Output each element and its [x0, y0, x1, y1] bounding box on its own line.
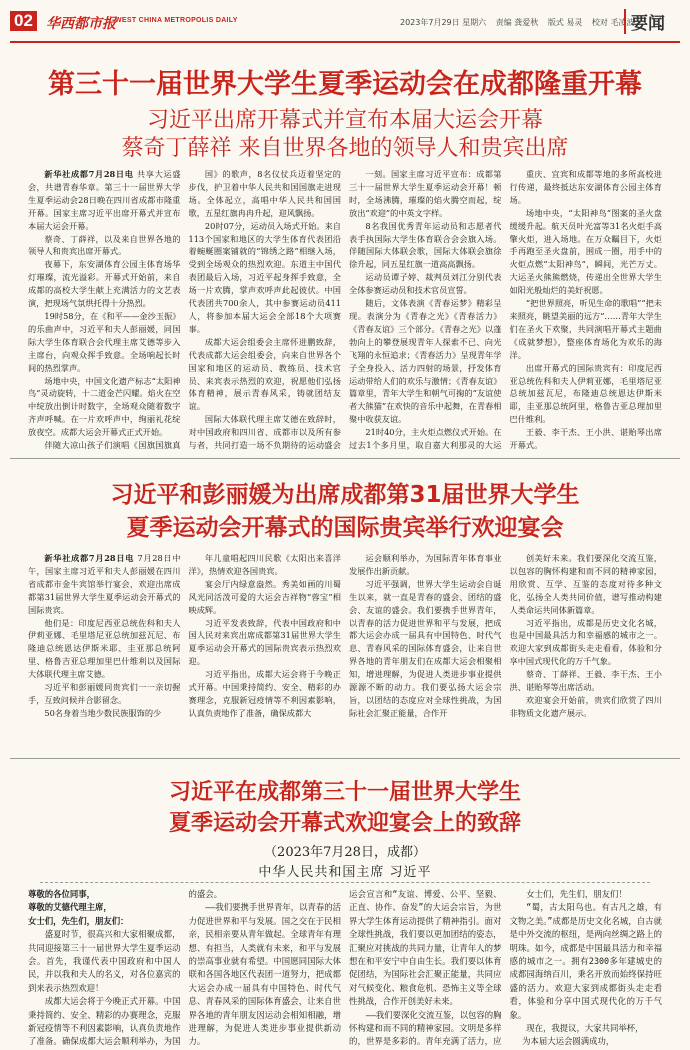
paragraph-text: 女士们，先生们，朋友们： [28, 915, 129, 926]
paragraph [189, 552, 342, 578]
paragraph [28, 707, 181, 720]
paragraph-text: 50名身着当地少数民族服饰的少 [44, 707, 162, 718]
paragraph-text: 出席开幕式的国际贵宾有：印度尼西亚总统佐科和夫人伊莉亚娜，毛里塔尼亚总统加兹瓦尼，布隆迪总统恩达伊斯米耶，圭亚那总统阿里，格鲁吉亚总理加里巴什维利。 [509, 362, 662, 425]
paragraph [189, 888, 342, 901]
paragraph-text: 创美好未来。我们要深化交流互鉴，以包容的胸怀构建和而不同的精神家园，用欣赏、互学、互鉴的态度对待多种文化，弘扬全人类共同价值，谱写推动构建人类命运共同体新篇章。 [509, 553, 662, 615]
story1-column [349, 168, 502, 450]
paragraph [349, 271, 502, 297]
paragraph [510, 901, 663, 1022]
story2-headline-line1: 习近平和彭丽媛为出席成都第31届世界大学生 [110, 482, 580, 508]
paragraph [28, 375, 181, 440]
page-meta [400, 17, 641, 28]
dateline: 新华社成都7月28日电 [44, 553, 135, 563]
designer-credit: 版式 易灵 [547, 18, 583, 27]
story2-column [189, 552, 342, 752]
paragraph-text: 重庆、宜宾和成都等地的多所高校进行传递，最终抵达东安湖体育公园主体育场。 [509, 169, 662, 205]
paragraph-text: 21时40分，主火炬点燃仪式开始。在过去1个多月里，取自嘉大利那灵的大运 [349, 427, 502, 450]
paragraph-text: 运动员谭子婷、裁判员刘江分别代表全体参赛运动员和技术官员宣誓。 [349, 272, 502, 296]
paragraph [28, 888, 181, 901]
divider-2 [10, 758, 680, 759]
paragraph [510, 668, 663, 694]
paragraph-text: ——我们要深化交流互鉴，以包容的胸怀构建和而不同的精神家园。文明是多样的，世界是多彩的。青年充满了活力，应 [349, 1009, 502, 1047]
story3-body [28, 888, 662, 1048]
paragraph [28, 258, 181, 310]
speech-author: 中华人民共和国主席 习近平 [258, 865, 432, 880]
paragraph [189, 901, 342, 1048]
paragraph [28, 310, 181, 375]
paragraph-text: 尊敬的艾德代理主席， [28, 902, 112, 913]
paragraph-text: “蜀，古太阳鸟也。有古凡之雄，有文物之美。”成都是历史文化名城，自古就是中外交流的枢纽，是两向丝绸之路上的明珠。如今，成都是中国最具活力和幸福感的城市之一。拥有2300多年建城史的成都园海纳百川，秉名开放而始终保持旺盛的活力。欢迎大家到成都街头走走看看，体验和分享中国式现代化的万千气象。 [509, 902, 662, 1020]
paragraph [28, 995, 181, 1048]
story2-headline-line2: 夏季运动会开幕式的国际贵宾举行欢迎宴会 [126, 515, 564, 541]
paragraph [510, 426, 663, 450]
paragraph-text: 尊敬的各位同事， [28, 889, 95, 899]
paragraph [349, 426, 502, 450]
paragraph-text: 运会宣言和“友谊、博爱、公平、坚毅、正直、协作、奋发”的大运会宗旨，为世界大学生体育运动提供了精神指引。面对全球性挑战，我们要以更加团结的姿态，汇聚应对挑战的共同力量，让青年人的梦想在和平安宁中自由生长。我们要以体育促团结，为国际社会汇聚正能量，共同应对气候变化、粮食危机、恐怖主义等全球性挑战，合作开创美好未来。 [349, 889, 502, 1007]
paragraph [28, 439, 181, 450]
story3-column [349, 888, 502, 1048]
story1-body [28, 168, 662, 450]
story2-column [28, 552, 181, 752]
paragraph-text: ——我们要携手世界青年，以青春的活力促进世界和平与发展。国之交在于民相亲，民相亲要从青年做起。全球青年有理想、有担当，人类就有未来，和平与发展的崇高事业就有希望。中国愿同国际大体联和各国各地区代表团一道努力，把成都大运会办成一届具有中国特色、时代气息、青春风采的国际体育盛会，让来自世界各地的青年朋友因运动会相知相融，增进理解，为促进人类进步事业提供新动力。 [188, 902, 341, 1047]
paragraph [28, 901, 181, 914]
paragraph [189, 220, 342, 336]
paragraph [510, 552, 663, 617]
story3-column [189, 888, 342, 1048]
paragraph-text: 成都大运会组委会主席怀进鹏致辞，代表成都大运会组委会，向来自世界各个国家和地区的运动员、教练员、技术官员、来宾表示热烈的欢迎，祝愿他们弘扬体育精神，展示青春风采，铸就团结友谊。 [188, 336, 341, 412]
paragraph-text: 场地中央，“太阳神鸟”图案的圣火盘缓缓升起。航天员叶光富等31名火炬手高擎火炬，进入场地。在万众瞩目下，火炬手再跑至圣火盘前，围成一圈，用手中的火炬点燃“太阳神鸟”，瞬间，光芒万丈。大运圣火熊熊燃烧，传递出全世界大学生如阳光般灿烂的美好祝愿。 [509, 207, 662, 296]
paragraph-text: 夜幕下，东安湖体育公园主体育场华灯璀璨，流光溢彩。开幕式开始前，来自成都的高校大学生献上充满活力的文艺表演，把现场气氛烘托得十分热烈。 [28, 259, 181, 309]
paragraph-text: 运会顺利举办，为国际青年体育事业发展作出新贡献。 [349, 553, 502, 576]
issue-date: 2023年7月29日 星期六 [400, 18, 487, 27]
paragraph-text: 宴会厅内绿意盎然。秀美如画的川蜀风光同活泼可爱的大运会吉祥物“蓉宝”相映成辉。 [188, 578, 341, 615]
divider-1 [10, 458, 680, 459]
paragraph [510, 297, 663, 362]
paragraph [510, 362, 663, 427]
paragraph-text: 蔡奇、丁薛祥、王毅、李干杰、王小洪、谌贻琴等出席活动。 [509, 669, 662, 693]
paragraph [28, 928, 181, 995]
paragraph [189, 413, 342, 450]
paragraph-text: 习近平指出，成都大运会将于今晚正式开幕。中国秉持简约、安全、精彩的办赛理念，克服新冠疫情等不利因素影响，认真负责地作了准备，确保成都大 [188, 669, 341, 718]
paragraph [349, 297, 502, 426]
paragraph [510, 168, 663, 207]
paragraph-text: 为本届大运会圆满成功， [522, 1036, 615, 1047]
paragraph-text: 一刻。国家主席习近平宣布：成都第三十一届世界大学生夏季运动会开幕！顿时，全场沸腾，璀璨的焰火腾空而起，绽放出“欢迎”的中英文字样。 [349, 169, 502, 218]
paragraph-text: 盛夏时节，很高兴和大家相聚成都，共同迎接第三十一届世界大学生夏季运动会。首先，我谨代表中国政府和中国人民，并以我和夫人的名义，对各位嘉宾的到来表示热烈欢迎！ [28, 929, 181, 993]
paragraph [189, 168, 342, 220]
paragraph [28, 168, 181, 233]
paragraph-text: 随后，文体表演《青春运梦》精彩呈现。表演分为《青春之光》《青春活力》《青春友谊》三个部分。《青春之光》以蓬勃向上的攀登展现青年人探索不已、向光飞翔的永恒追求；《青春活力》呈现青年学子全身投入、活力四射的场景，抒发体育运动带给人们的欢乐与激情；《青春友谊》篇章里，青年大学生和朝气可掬的“友谊使者大熊猫”在欢快的音乐中起舞，在青春相聚中收获友谊。 [349, 298, 502, 425]
paragraph-text: 7月28日中午，国家主席习近平和夫人彭丽媛在四川省成都市金牛宾馆举行宴会，欢迎出席成都第31届世界大学生夏季运动会开幕式的国际贵宾。 [28, 553, 181, 615]
paragraph [189, 668, 342, 720]
paragraph-text: 年儿童唱起四川民歌《太阳出来喜洋洋》，热情欢迎各国贵宾。 [188, 553, 341, 576]
paragraph [510, 1022, 663, 1035]
speech-date: （2023年7月28日，成都） [264, 845, 426, 860]
paragraph [510, 207, 663, 297]
paragraph-text: 习近平指出，成都是历史文化名城，也是中国最具活力和幸福感的城市之一。欢迎大家到成都街头走走看看，体验和分享中国式现代化的万千气象。 [509, 617, 662, 667]
paragraph-text: 习近平和彭丽媛同贵宾们一一亲切握手，互致问候并合影留念。 [28, 682, 181, 705]
story1-subhead-1: 习近平出席开幕式并宣布本届大运会开幕 [146, 108, 543, 133]
paragraph [28, 552, 181, 617]
story3-headline-line1: 习近平在成都第三十一届世界大学生 [168, 780, 521, 805]
paragraph-text: 国》的歌声，8名仪仗兵迈着坚定的步伐，护卫着中华人民共和国国旗走进现场。全体起立，高唱中华人民共和国国歌，五星红旗冉冉升起，迎风飘扬。 [188, 169, 341, 218]
paragraph-text: 现在，我提议，大家共同举杯， [526, 1023, 644, 1034]
page-number: 02 [10, 11, 37, 31]
paragraph-text: 他们是：印度尼西亚总统佐科和夫人伊莉亚娜、毛里塔尼亚总统加兹瓦尼、布隆迪总统恩达伊斯米耶、圭亚那总统阿里、格鲁吉亚总理加里巴什维利以及国际大体联代理主席艾德。 [28, 617, 181, 680]
speech-divider [40, 882, 650, 883]
paragraph [510, 617, 663, 669]
paragraph [28, 915, 181, 928]
dateline: 新华社成都7月28日电 [44, 169, 134, 179]
paragraph [349, 220, 502, 272]
editor-credit: 责编 龚爱秋 [495, 18, 539, 27]
paragraph [510, 694, 663, 720]
paragraph-text: 国际大体联代理主席艾德在致辞时，对中国政府和四川省、成都市以及所有参与者，共同打造一场不负期待的运动盛会 [188, 414, 341, 450]
paragraph-text: “把世界照亮，听见生命的歌唱”“把未来照亮，眺望美丽的远方”……青年大学生们在圣火下欢聚，共同演唱开幕式主题曲《成就梦想》，整座体育场化为欢乐的海洋。 [509, 298, 662, 360]
paragraph-text: 王毅、李干杰、王小洪、谌贻琴出席开幕式。 [509, 427, 662, 450]
story1-headline: 第三十一届世界大学生夏季运动会在成都隆重开幕 [48, 69, 642, 100]
story2-body [28, 552, 662, 752]
story3-headline-line2: 夏季运动会开幕式欢迎宴会上的致辞 [168, 811, 521, 836]
paragraph-text: 成都大运会将于今晚正式开幕。中国秉持简约、安全、精彩的办赛理念，克服新冠疫情等不利因素影响，认真负责地作了准备。确保成都大运会顺利举办，为国 [28, 996, 181, 1047]
paragraph [28, 681, 181, 707]
story2-column [349, 552, 502, 752]
paragraph [510, 888, 663, 901]
story3-column [510, 888, 663, 1048]
paragraph-text: 8名我国优秀青年运动员和志愿者代表手执国际大学生体育联合会会旗入场。伴随国际大体联会歌，国际大体联会旗徐徐升起，同五星红旗一道高高飘扬。 [349, 220, 502, 270]
story3-column [28, 888, 181, 1048]
newspaper-logo-en: WEST CHINA METROPOLIS DAILY [115, 17, 238, 24]
paragraph [349, 168, 502, 220]
paragraph [28, 233, 181, 259]
story1-subhead-2: 蔡奇丁薛祥 来自世界各地的领导人和贵宾出席 [121, 136, 569, 161]
paragraph-text: 伴随大凉山孩子们演唱《国旗国旗真 [44, 440, 181, 450]
paragraph-text: 习近平发表致辞，代表中国政府和中国人民对来宾出席成都第31届世界大学生夏季运动会开幕式的国际贵宾表示热烈欢迎。 [188, 617, 341, 667]
paragraph-text: 20时07分，运动员入场式开始。来自113个国家和地区的大学生体育代表团沿着蜿蜒圈案铺就的“锦绣之路”相继入场，受到全场观众的热烈欢迎。东道主中国代表团最后入场，习近平起身挥手致意，全场一片欢腾，掌声欢呼声此起彼伏。中国代表团共700余人，其中参赛运动员411人，将参加本届大运会全部18个大项赛事。 [188, 220, 341, 334]
paragraph [349, 1009, 502, 1048]
paragraph [28, 617, 181, 682]
newspaper-logo: 华西都市报 [46, 16, 116, 32]
paragraph [349, 552, 502, 578]
paragraph-text: 习近平强调，世界大学生运动会自诞生以来，就一直是青春的盛会、团结的盛会、友谊的盛会。我们要携手世界青年，以青春的活力促进世界和平与发展，把成都大运会办成一届具有中国特色、时代气息、青春风采的国际体育盛会，让来自世界各地的青年朋友们在成都大运会相聚相知，增进理解，为促进人类进步事业提供源源不断的动力。我们要弘扬大运会宗旨，以团结的态度应对全球性挑战，为国际社会汇聚正能量，合作开 [349, 578, 502, 718]
paragraph [189, 336, 342, 413]
paragraph [510, 1035, 663, 1048]
paragraph-text: 共享大运盛会，共谱青春华章。第三十一届世界大学生夏季运动会28日晚在四川省成都市隆重开幕。国家主席习近平出席开幕式并宣布本届大运会开幕。 [28, 169, 181, 231]
section-name: 要闻 [624, 9, 665, 34]
paragraph [189, 617, 342, 669]
story1-column [510, 168, 663, 450]
paragraph-text: 的盛会。 [188, 889, 222, 899]
story2-column [510, 552, 663, 752]
paragraph [189, 578, 342, 617]
paragraph [349, 578, 502, 720]
proofreader-credit: 校对 毛凌波 [591, 18, 635, 27]
story1-column [189, 168, 342, 450]
header-rule [10, 41, 680, 43]
paragraph-text: 欢迎宴会开始前，贵宾们欣赏了四川非物质文化遗产展示。 [509, 694, 662, 718]
page-header [0, 0, 690, 42]
paragraph-text: 蔡奇、丁薛祥，以及来自世界各地的领导人和贵宾出席开幕式。 [28, 233, 181, 257]
paragraph [349, 888, 502, 1009]
paragraph-text: 场地中央，中国文化遗产标志“太阳神鸟”灵动旋转，十二道金芒闪耀。焰火在空中绽放出倒计时数字，全场观众随着数字齐声呼喊。在一片欢呼声中，绚丽礼花绽放夜空。成都大运会开幕式正式开始。 [28, 375, 181, 438]
story1-column [28, 168, 181, 450]
paragraph-text: 女士们，先生们，朋友们！ [526, 889, 627, 899]
paragraph-text: 19时58分，在《和平——金沙玉振》的乐曲声中，习近平和夫人彭丽媛，同国际大学生体育联合会代理主席艾德等步入主席台，向观众挥手致意。全场响起长时间的热烈掌声。 [28, 310, 181, 373]
